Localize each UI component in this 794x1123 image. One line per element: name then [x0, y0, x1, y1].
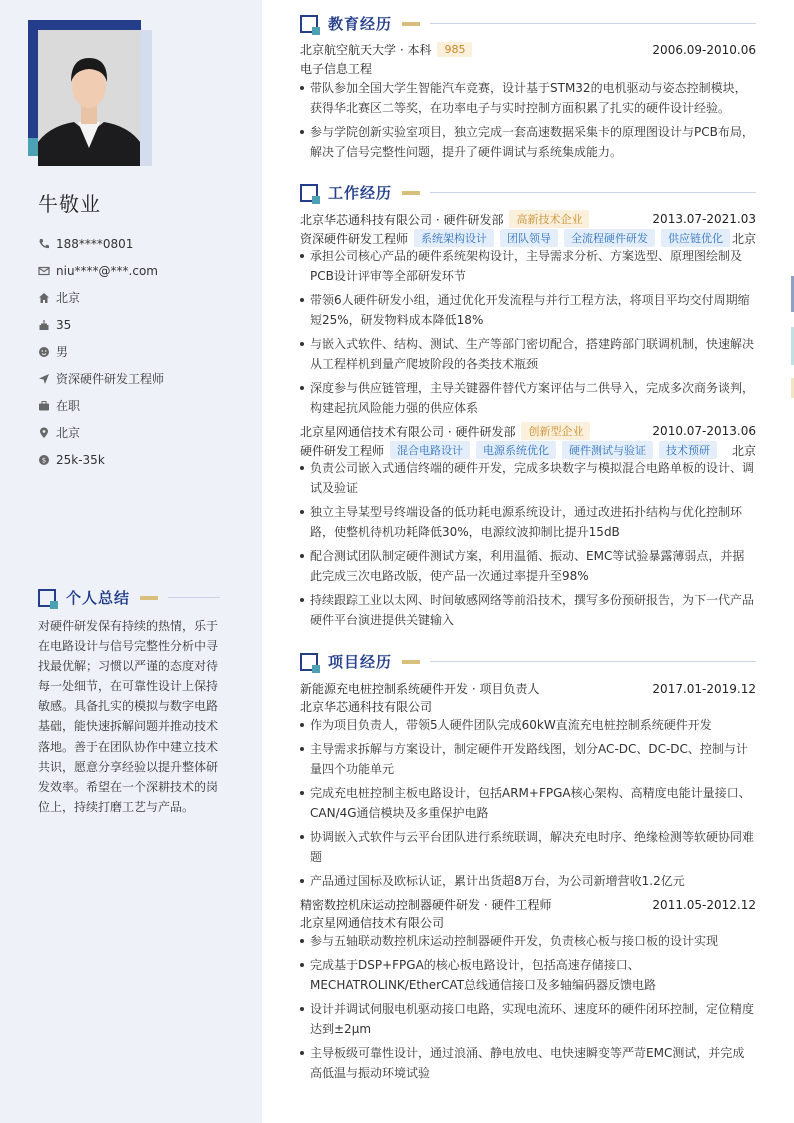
- project-name: 新能源充电桩控制系统硬件开发 · 项目负责人: [300, 682, 540, 696]
- skill-tag: 系统架构设计: [414, 229, 494, 247]
- company-name: 北京星网通信技术有限公司 · 硬件研发部: [300, 424, 516, 439]
- project-header: [300, 680, 756, 697]
- location-pin-icon: [38, 427, 50, 439]
- job-date: 2013.07-2021.03: [652, 212, 756, 226]
- summary-text: 对硬件研发保有持续的热情，乐于在电路设计与信号完整性分析中寻找最优解；习惯以严谨的态度对待每一处细节，在可靠性设计上保持敏感。具备扎实的模拟与数字电路基础，能快速拆解问题并推动技术落地。善于在团队协作中建立技术共识，愿意分享经验以提升整体研发效率。希望在一个深耕技术的岗位上，持续打磨工艺与产品。: [38, 619, 219, 814]
- list-item: 配合测试团队制定硬件测试方案，利用温循、振动、EMC等试验暴露薄弱点，并据此完成三次电路改版，使产品一次通过率提升至98%: [300, 546, 756, 586]
- job-city: 北京: [731, 231, 756, 246]
- summary-title: 个人总结: [66, 589, 131, 607]
- job-role: 硬件研发工程师: [300, 443, 385, 458]
- job-header: [300, 210, 756, 228]
- projects-section-header: [300, 651, 756, 672]
- project-name: 精密数控机床运动控制器硬件研发 · 硬件工程师: [300, 898, 552, 912]
- candidate-name: 牛敬业: [38, 192, 101, 216]
- phone-icon: [38, 238, 50, 250]
- education-header: [300, 41, 756, 58]
- list-item: 作为项目负责人，带领5人硬件团队完成60kW直流充电桩控制系统硬件开发: [300, 715, 756, 735]
- person-icon: [38, 346, 50, 358]
- list-item: 完成充电桩控制主板电路设计，包括ARM+FPGA核心架构、高精度电能计量接口、CAN/4G通信模块及多重保护电路: [300, 783, 756, 823]
- job-role-row: [300, 441, 756, 459]
- contact-info: [38, 230, 164, 473]
- sidebar: [0, 0, 262, 1123]
- list-item: 产品通过国标及欧标认证，累计出货超8万台，为公司新增营收1.2亿元: [300, 871, 756, 891]
- info-location: 北京: [38, 284, 164, 311]
- skill-tag: 混合电路设计: [390, 441, 470, 459]
- company-tag: 高新技术企业: [509, 210, 589, 228]
- company-tag: 创新型企业: [521, 422, 590, 440]
- work-title: 工作经历: [328, 184, 393, 202]
- info-gender: 男: [38, 338, 164, 365]
- list-item: 参与学院创新实验室项目，独立完成一套高速数据采集卡的原理图设计与PCB布局，解决了信号完整性问题，提升了硬件调试与系统集成能力。: [300, 122, 756, 162]
- list-item: 承担公司核心产品的硬件系统架构设计，主导需求分析、方案选型、原理图绘制及PCB设计评审等全部研发环节: [300, 246, 756, 286]
- education-major-row: [300, 60, 756, 77]
- skill-tag: 全流程硬件研发: [564, 229, 655, 247]
- list-item: 主导板级可靠性设计，通过浪涌、静电放电、电快速瞬变等严苛EMC测试，并完成高低温与振动环境试验: [300, 1043, 756, 1083]
- project-bullets: [300, 931, 756, 1087]
- skill-tag: 团队领导: [500, 229, 558, 247]
- job-header: [300, 422, 756, 440]
- list-item: 完成基于DSP+FPGA的核心板电路设计，包括高速存储接口、MECHATROLINK/EtherCAT总线通信接口及多轴编码器反馈电路: [300, 955, 756, 995]
- info-email: niu****@***.com: [38, 257, 164, 284]
- send-icon: [38, 373, 50, 385]
- section-square-icon: [300, 653, 318, 671]
- list-item: 负责公司嵌入式通信终端的硬件开发，完成多块数字与模拟混合电路单板的设计、调试及验证: [300, 458, 756, 498]
- job-city: 北京: [731, 443, 756, 458]
- job-bullets: [300, 246, 756, 422]
- project-org-row: [300, 914, 756, 931]
- list-item: 设计并调试伺服电机驱动接口电路，实现电流环、速度环的硬件闭环控制，定位精度达到±2μm: [300, 999, 756, 1039]
- info-phone: 188****0801: [38, 230, 164, 257]
- summary-section-header: [38, 587, 220, 608]
- info-target-city: 北京: [38, 419, 164, 446]
- education-section-header: [300, 13, 756, 34]
- projects-title: 项目经历: [328, 653, 393, 671]
- project-bullets: [300, 715, 756, 895]
- job-bullets: [300, 458, 756, 634]
- info-status: 在职: [38, 392, 164, 419]
- info-salary: $ 25k-35k: [38, 446, 164, 473]
- job-role: 资深硬件研发工程师: [300, 231, 409, 246]
- list-item: 带领6人硬件研发小组，通过优化开发流程与并行工程方法，将项目平均交付周期缩短25%，研发物料成本降低18%: [300, 290, 756, 330]
- education-bullets: [300, 78, 756, 166]
- section-square-icon: [300, 184, 318, 202]
- education-major: 电子信息工程: [300, 62, 373, 76]
- home-icon: [38, 292, 50, 304]
- education-date: 2006.09-2010.06: [652, 42, 756, 57]
- skill-tag: 供应链优化: [661, 229, 730, 247]
- project-org: 北京华芯通科技有限公司: [300, 700, 433, 714]
- briefcase-icon: [38, 400, 50, 412]
- mail-icon: [38, 265, 50, 277]
- list-item: 与嵌入式软件、结构、测试、生产等部门密切配合，搭建跨部门联调机制，快速解决从工程样机到量产爬坡阶段的各类技术瓶颈: [300, 334, 756, 374]
- project-header: [300, 896, 756, 913]
- school-tag: 985: [437, 42, 472, 57]
- svg-text:$: $: [41, 456, 47, 465]
- info-target-role: 资深硬件研发工程师: [38, 365, 164, 392]
- avatar-frame: [28, 20, 152, 166]
- list-item: 主导需求拆解与方案设计，制定硬件开发路线图，划分AC-DC、DC-DC、控制与计量四个功能单元: [300, 739, 756, 779]
- list-item: 协调嵌入式软件与云平台团队进行系统联调，解决充电时序、绝缘检测等软硬协同难题: [300, 827, 756, 867]
- section-square-icon: [300, 15, 318, 33]
- school-name: 北京航空航天大学 · 本科: [300, 43, 432, 57]
- project-date: 2017.01-2019.12: [652, 681, 756, 696]
- skill-tag: 硬件测试与验证: [562, 441, 653, 459]
- work-section-header: [300, 182, 756, 203]
- job-role-row: [300, 229, 756, 247]
- list-item: 持续跟踪工业以太网、时间敏感网络等前沿技术，撰写多份预研报告，为下一代产品硬件平台演进提供关键输入: [300, 590, 756, 630]
- job-date: 2010.07-2013.06: [652, 424, 756, 438]
- skill-tag: 电源系统优化: [476, 441, 556, 459]
- avatar: [38, 30, 140, 166]
- company-name: 北京华芯通科技有限公司 · 硬件研发部: [300, 212, 504, 227]
- list-item: 带队参加全国大学生智能汽车竞赛，设计基于STM32的电机驱动与姿态控制模块，获得华北赛区二等奖，在功率电子与实时控制方面积累了扎实的硬件设计经验。: [300, 78, 756, 118]
- list-item: 独立主导某型号终端设备的低功耗电源系统设计，通过改进拓扑结构与优化控制环路，使整机待机功耗降低30%，电源纹波抑制比提升15dB: [300, 502, 756, 542]
- cake-icon: [38, 319, 50, 331]
- skill-tag: 技术预研: [659, 441, 717, 459]
- section-square-icon: [38, 589, 56, 607]
- list-item: 深度参与供应链管理，主导关键器件替代方案评估与二供导入，完成多次商务谈判，构建起抗风险能力强的供应体系: [300, 378, 756, 418]
- list-item: 参与五轴联动数控机床运动控制器硬件开发，负责核心板与接口板的设计实现: [300, 931, 756, 951]
- education-title: 教育经历: [328, 15, 393, 33]
- project-org-row: [300, 698, 756, 715]
- money-icon: [38, 454, 50, 466]
- project-org: 北京星网通信技术有限公司: [300, 916, 445, 930]
- info-age: 35: [38, 311, 164, 338]
- project-date: 2011.05-2012.12: [652, 897, 756, 912]
